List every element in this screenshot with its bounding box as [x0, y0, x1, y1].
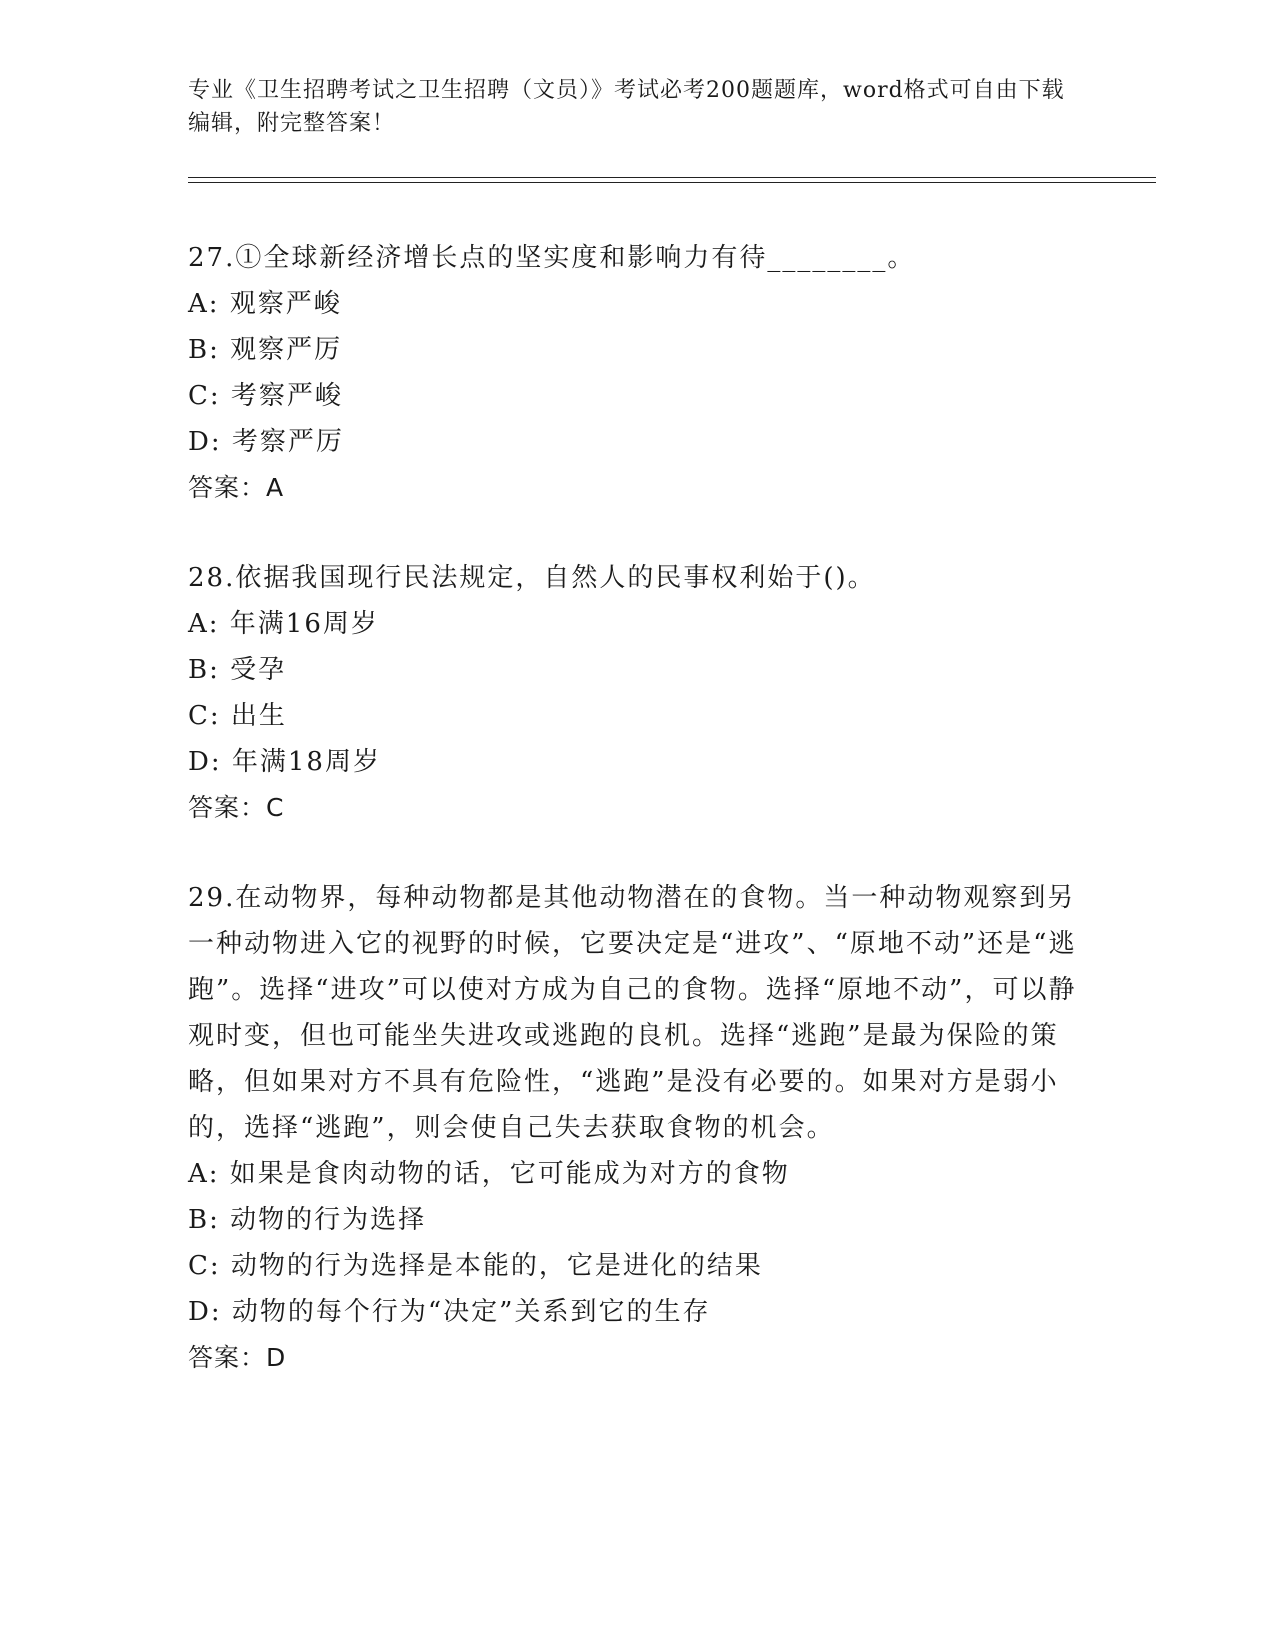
option-d: D: 动物的每个行为“决定”关系到它的生存 — [188, 1297, 711, 1327]
question-28 — [188, 555, 1078, 831]
option-a: A: 年满16周岁 — [188, 609, 379, 639]
document-header: 专业《卫生招聘考试之卫生招聘（文员）》考试必考200题题库，word格式可自由下载编辑，附完整答案！ — [188, 78, 1065, 136]
question-29 — [188, 875, 1078, 1381]
option-a: A: 观察严峻 — [188, 289, 342, 319]
option-b: B: 观察严厉 — [188, 335, 343, 365]
answer: 答案：A — [188, 473, 285, 502]
option-c: C: 出生 — [188, 701, 287, 731]
question-stem: 27.①全球新经济增长点的坚实度和影响力有待________。 — [188, 243, 916, 273]
question-stem: 29.在动物界，每种动物都是其他动物潜在的食物。当一种动物观察到另一种动物进入它的视野的时候，它要决定是“进攻”、“原地不动”还是“逃跑”。选择“进攻”可以使对方成为自己的食物。选择“原地不动”，可以静观时变，但也可能坐失进攻或逃跑的良机。选择“逃跑”是最为保险的策略，但如果对方不具有危险性，“逃跑”是没有必要的。如果对方是弱小的，选择“逃跑”，则会使自己失去获取食物的机会。 — [188, 883, 1077, 1143]
answer: 答案：C — [188, 793, 285, 822]
header-divider-bottom — [188, 182, 1156, 183]
option-b: B: 动物的行为选择 — [188, 1205, 427, 1235]
option-d: D: 年满18周岁 — [188, 747, 381, 777]
option-b: B: 受孕 — [188, 655, 287, 685]
option-a: A: 如果是食肉动物的话，它可能成为对方的食物 — [188, 1159, 790, 1189]
header-divider-top — [188, 177, 1156, 178]
option-c: C: 考察严峻 — [188, 381, 343, 411]
question-stem: 28.依据我国现行民法规定，自然人的民事权利始于()。 — [188, 563, 876, 593]
option-d: D: 考察严厉 — [188, 427, 344, 457]
answer: 答案：D — [188, 1343, 287, 1372]
question-27 — [188, 235, 1078, 511]
option-c: C: 动物的行为选择是本能的，它是进化的结果 — [188, 1251, 763, 1281]
